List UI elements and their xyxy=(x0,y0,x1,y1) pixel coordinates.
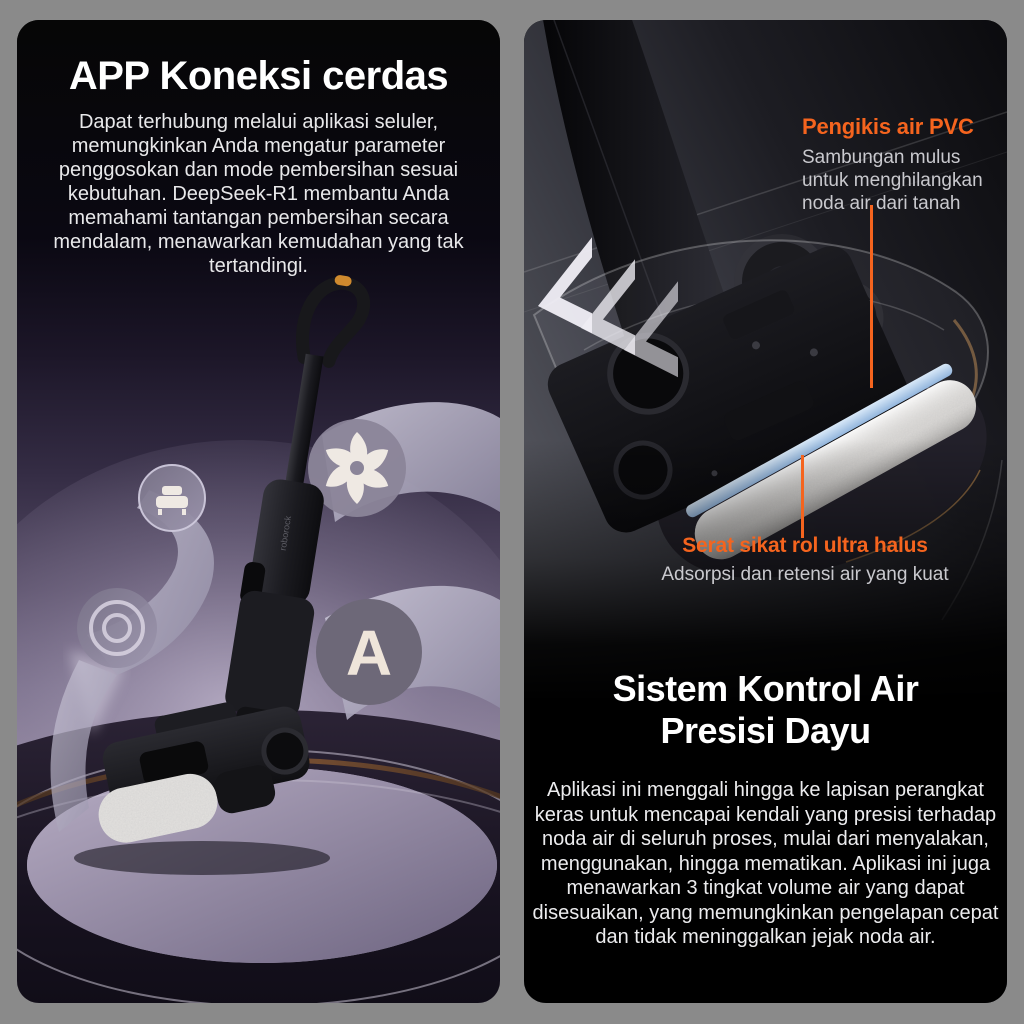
device-shadow xyxy=(74,841,330,875)
left-panel-title: APP Koneksi cerdas xyxy=(68,54,449,98)
rings-icon xyxy=(77,588,157,668)
right-panel-body: Aplikasi ini menggali hingga ke lapisan perangkat keras untuk mencapai kendali yang presisi terhadap noda air di seluruh proses, mulai dari menyalakan, menggunakan, hingga mematikan. Aplikasi ini juga menawarkan 3 tingkat volume air yang dapat disesuaikan, yang memungkinkan pengelapan cepat dan tidak meninggalkan jejak noda air. xyxy=(532,779,999,948)
svg-text:A: A xyxy=(345,617,393,689)
pvc-callout xyxy=(802,114,1002,215)
right-panel-heading xyxy=(524,668,1007,752)
left-feature-panel xyxy=(17,20,500,1003)
sofa-icon xyxy=(139,465,205,531)
pvc-callout-body: Sambungan mulus untuk menghilangkan noda air dari tanah xyxy=(802,147,983,214)
left-panel-body: Dapat terhubung melalui aplikasi seluler, memungkinkan Anda mengatur parameter penggosokan dan mode pembersihan sesuai kebutuhan. DeepSeek-R1 membantu Anda memahami tantangan pembersihan secara mendalam, menawarkan kemudahan yang tak tertandingi. xyxy=(53,111,464,277)
heading-line-2: Presisi Dayu xyxy=(660,710,871,751)
brand-label: roborock xyxy=(277,515,294,552)
roller-callout-body: Adsorpsi dan retensi air yang kuat xyxy=(661,564,949,585)
letter-a-icon xyxy=(316,599,422,705)
pvc-callout-line xyxy=(870,205,873,388)
heading-line-1: Sistem Kontrol Air xyxy=(612,668,919,709)
roller-callout xyxy=(630,534,980,586)
pvc-callout-title: Pengikis air PVC xyxy=(802,114,974,139)
roller-callout-line xyxy=(801,455,804,538)
roller-callout-title: Serat sikat rol ultra halus xyxy=(682,534,928,557)
right-feature-panel xyxy=(524,20,1007,1003)
